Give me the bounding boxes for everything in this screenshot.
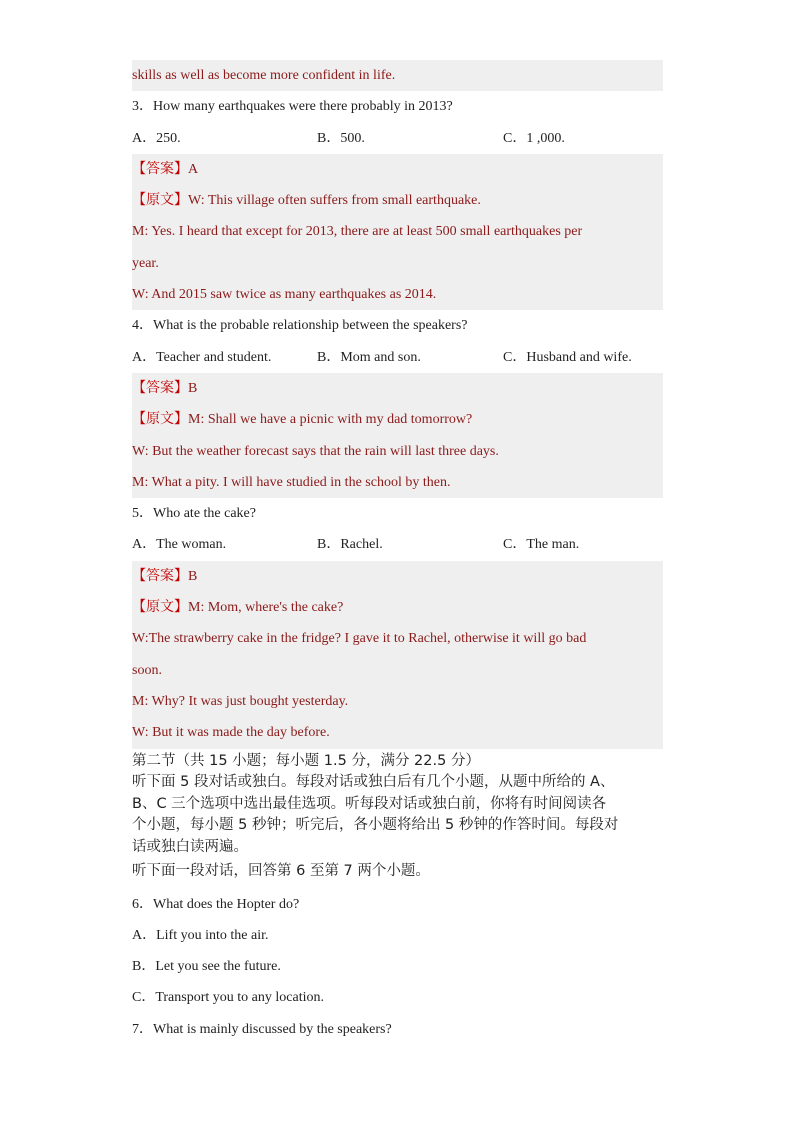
transcript-text: M: Shall we have a picnic with my dad tomorrow?: [188, 412, 473, 428]
instruction-line: B、C 三个选项中选出最佳选项。听每段对话或独白前，你将有时间阅读各: [132, 795, 607, 812]
question-3-options: [132, 123, 663, 154]
transcript-line: [132, 404, 663, 435]
answer-tag: 【答案】: [132, 568, 188, 584]
option-c: C．1 ,000.: [503, 130, 565, 146]
document-page: [132, 60, 663, 1045]
transcript-line: soon.: [132, 662, 162, 678]
transcript-line: [132, 185, 663, 216]
transcript-line: M: Yes. I heard that except for 2013, there are at least 500 small earthquakes per: [132, 224, 583, 240]
instruction-line: 话或独白读两遍。: [132, 838, 248, 855]
answer-value: B: [188, 380, 198, 396]
option-c: C．Husband and wife.: [503, 349, 632, 365]
transcript-tag: 【原文】: [132, 412, 188, 428]
transcript-text: M: Mom, where's the cake?: [188, 600, 344, 616]
option-a: A．Lift you into the air.: [132, 927, 269, 943]
answer-tag: 【答案】: [132, 161, 188, 177]
answer-block-5: [132, 561, 663, 749]
question-3: 3．How many earthquakes were there probably in 2013?: [132, 99, 453, 115]
answer-block-4: [132, 373, 663, 498]
question-6: 6．What does the Hopter do?: [132, 896, 300, 912]
question-4: 4．What is the probable relationship between the speakers?: [132, 318, 468, 334]
option-a: A．250.: [132, 130, 181, 146]
section-2-block: [132, 751, 663, 883]
answer-block-3: [132, 154, 663, 310]
option-b: B．500.: [317, 130, 365, 146]
transcript-tag: 【原文】: [132, 193, 188, 209]
answer-line: [132, 561, 663, 592]
transcript-line: W:The strawberry cake in the fridge? I gave it to Rachel, otherwise it will go bad: [132, 631, 587, 647]
instruction-line: 听下面 5 段对话或独白。每段对话或独白后有几个小题，从题中所给的 A、: [132, 774, 615, 791]
sub-instruction: 听下面一段对话，回答第 6 至第 7 两个小题。: [132, 863, 430, 880]
option-c: C．The man.: [503, 537, 580, 553]
option-a: A．Teacher and student.: [132, 349, 272, 365]
transcript-line: [132, 592, 663, 623]
transcript-line: W: But it was made the day before.: [132, 725, 330, 741]
transcript-text: W: This village often suffers from small earthquake.: [188, 193, 481, 209]
section-heading: 第二节（共 15 小题；每小题 1.5 分，满分 22.5 分）: [132, 752, 480, 769]
transcript-line: skills as well as become more confident in life.: [132, 60, 663, 91]
answer-tag: 【答案】: [132, 380, 188, 396]
transcript-line: M: What a pity. I will have studied in the school by then.: [132, 474, 451, 490]
question-5-options: [132, 529, 663, 560]
option-b: B．Rachel.: [317, 537, 383, 553]
instruction-line: 个小题，每小题 5 秒钟；听完后，各小题将给出 5 秒钟的作答时间。每段对: [132, 817, 619, 834]
option-a: A．The woman.: [132, 537, 227, 553]
transcript-line: year.: [132, 255, 159, 271]
transcript-line: M: Why? It was just bought yesterday.: [132, 693, 349, 709]
answer-value: A: [188, 161, 199, 177]
answer-line: [132, 154, 663, 185]
question-7: 7．What is mainly discussed by the speakers?: [132, 1021, 392, 1037]
transcript-line: W: But the weather forecast says that the rain will last three days.: [132, 443, 499, 459]
option-b: B．Mom and son.: [317, 349, 421, 365]
option-c: C．Transport you to any location.: [132, 990, 324, 1006]
option-b: B．Let you see the future.: [132, 959, 281, 975]
question-5: 5．Who ate the cake?: [132, 506, 256, 522]
question-4-options: [132, 342, 663, 373]
transcript-tag: 【原文】: [132, 600, 188, 616]
answer-value: B: [188, 568, 198, 584]
transcript-line: W: And 2015 saw twice as many earthquakes as 2014.: [132, 287, 437, 303]
answer-line: [132, 373, 663, 404]
